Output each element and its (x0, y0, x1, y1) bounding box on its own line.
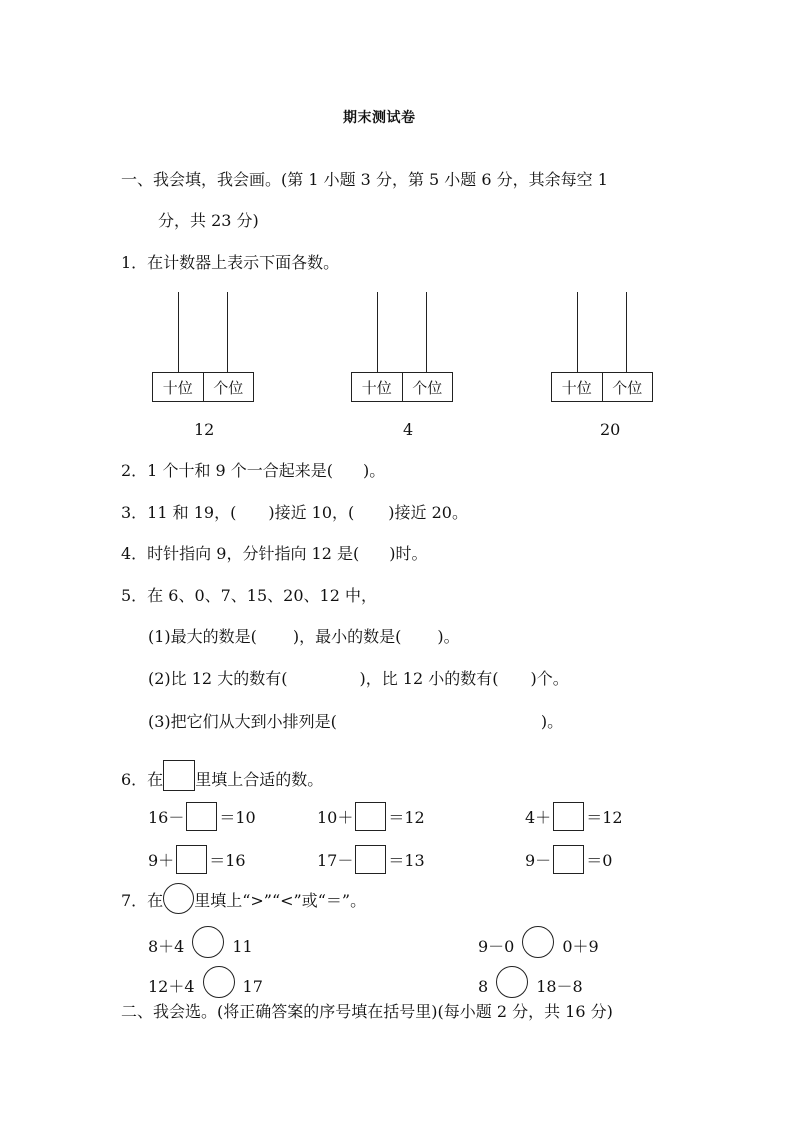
answer-box[interactable] (176, 845, 207, 874)
eq-right: ＝10 (219, 808, 256, 827)
cmp-left: 8＋4 (148, 937, 185, 956)
q7-pre: 7．在 (121, 891, 164, 910)
q5-p1-b: )，最小的数是( (292, 627, 402, 646)
abacus-1 (152, 292, 254, 402)
q5-p3-b: )。 (540, 712, 564, 731)
page-title: 期末测试卷 (343, 110, 416, 126)
section1-heading-line1: 一、我会填，我会画。(第 1 小题 3 分，第 5 小题 6 分，其余每空 1 (121, 170, 608, 189)
answer-box[interactable] (186, 802, 217, 831)
q5-p2-c: )个。 (530, 669, 569, 688)
eq-right: ＝12 (586, 808, 623, 827)
q6-equation-5 (317, 845, 425, 874)
q5-part1 (148, 629, 460, 645)
eq-right: ＝0 (586, 851, 613, 870)
q3-c: )接近 20。 (388, 503, 468, 522)
answer-box[interactable] (553, 845, 584, 874)
section1-heading-line2: 分，共 23 分) (158, 211, 259, 230)
q5-p2-b: )，比 12 小的数有( (359, 669, 499, 688)
abacus-2-number: 4 (403, 420, 414, 439)
abacus-rod-tens[interactable] (178, 292, 179, 372)
eq-left: 16－ (148, 808, 185, 827)
q4-post: )时。 (389, 544, 428, 563)
compare-circle[interactable] (496, 966, 528, 998)
cmp-right: 11 (232, 937, 253, 956)
q7-compare-3 (148, 966, 263, 998)
abacus-rod-ones[interactable] (227, 292, 228, 372)
q6-equation-2 (317, 802, 425, 831)
q6-equation-3 (525, 802, 623, 831)
cmp-right: 0＋9 (562, 937, 599, 956)
cmp-right: 17 (242, 977, 263, 996)
answer-box[interactable] (553, 802, 584, 831)
q7-text (121, 883, 366, 914)
q6-text (121, 760, 323, 791)
cmp-left: 9－0 (478, 937, 515, 956)
question-4 (121, 546, 427, 562)
abacus-rod-tens[interactable] (377, 292, 378, 372)
q5-p3-a: (3)把它们从大到小排列是( (148, 712, 337, 731)
ones-label: 个位 (612, 378, 643, 397)
eq-right: ＝13 (388, 851, 425, 870)
question-3 (121, 505, 468, 521)
tens-label: 十位 (352, 373, 403, 401)
q6-equation-1 (148, 802, 256, 831)
abacus-2 (351, 292, 453, 402)
q5-p2-a: (2)比 12 大的数有( (148, 669, 288, 688)
q7-compare-2 (478, 926, 599, 958)
q5-part3 (148, 714, 563, 730)
abacus-rod-ones[interactable] (626, 292, 627, 372)
q5-p1-a: (1)最大的数是( (148, 627, 257, 646)
q6-equation-4 (148, 845, 246, 874)
q5-p1-c: )。 (437, 627, 460, 646)
compare-circle[interactable] (203, 966, 235, 998)
abacus-base (551, 372, 653, 402)
abacus-rod-ones[interactable] (426, 292, 427, 372)
compare-circle[interactable] (192, 926, 224, 958)
abacus-base (152, 372, 254, 402)
q5-part2 (148, 671, 569, 687)
q5-text: 5．在 6、0、7、15、20、12 中， (121, 586, 377, 605)
tens-label: 十位 (552, 373, 603, 401)
q1-text: 1．在计数器上表示下面各数。 (121, 253, 340, 272)
eq-right: ＝12 (388, 808, 425, 827)
q6-pre: 6．在 (121, 770, 164, 789)
abacus-rod-tens[interactable] (577, 292, 578, 372)
abacus-3 (551, 292, 653, 402)
question-2 (121, 463, 385, 479)
q2-post: )。 (363, 461, 386, 480)
eq-right: ＝16 (209, 851, 246, 870)
q7-compare-1 (148, 926, 253, 958)
q3-b: )接近 10，( (268, 503, 355, 522)
cmp-left: 12＋4 (148, 977, 195, 996)
eq-left: 17－ (317, 851, 354, 870)
ones-label: 个位 (412, 378, 443, 397)
tens-label: 十位 (153, 373, 204, 401)
eq-left: 10＋ (317, 808, 354, 827)
q4-pre: 4．时针指向 9，分针指向 12 是( (121, 544, 360, 563)
square-box-icon (163, 760, 195, 791)
q6-equation-6 (525, 845, 612, 874)
q7-compare-4 (478, 966, 583, 998)
answer-box[interactable] (355, 845, 386, 874)
eq-left: 9＋ (148, 851, 175, 870)
compare-circle[interactable] (522, 926, 554, 958)
abacus-base (351, 372, 453, 402)
cmp-right: 18－8 (536, 977, 583, 996)
cmp-left: 8 (478, 977, 489, 996)
abacus-3-number: 20 (600, 420, 621, 439)
answer-box[interactable] (355, 802, 386, 831)
q3-a: 3．11 和 19，( (121, 503, 237, 522)
ones-label: 个位 (213, 378, 244, 397)
section2-heading: 二、我会选。(将正确答案的序号填在括号里)(每小题 2 分，共 16 分) (121, 1002, 613, 1021)
q7-post: 里填上“>”“<”或“＝”。 (194, 891, 367, 910)
q2-pre: 2．1 个十和 9 个一合起来是( (121, 461, 334, 480)
abacus-1-number: 12 (194, 420, 215, 439)
circle-icon (163, 883, 194, 914)
q6-post: 里填上合适的数。 (195, 770, 324, 789)
eq-left: 9－ (525, 851, 552, 870)
eq-left: 4＋ (525, 808, 552, 827)
